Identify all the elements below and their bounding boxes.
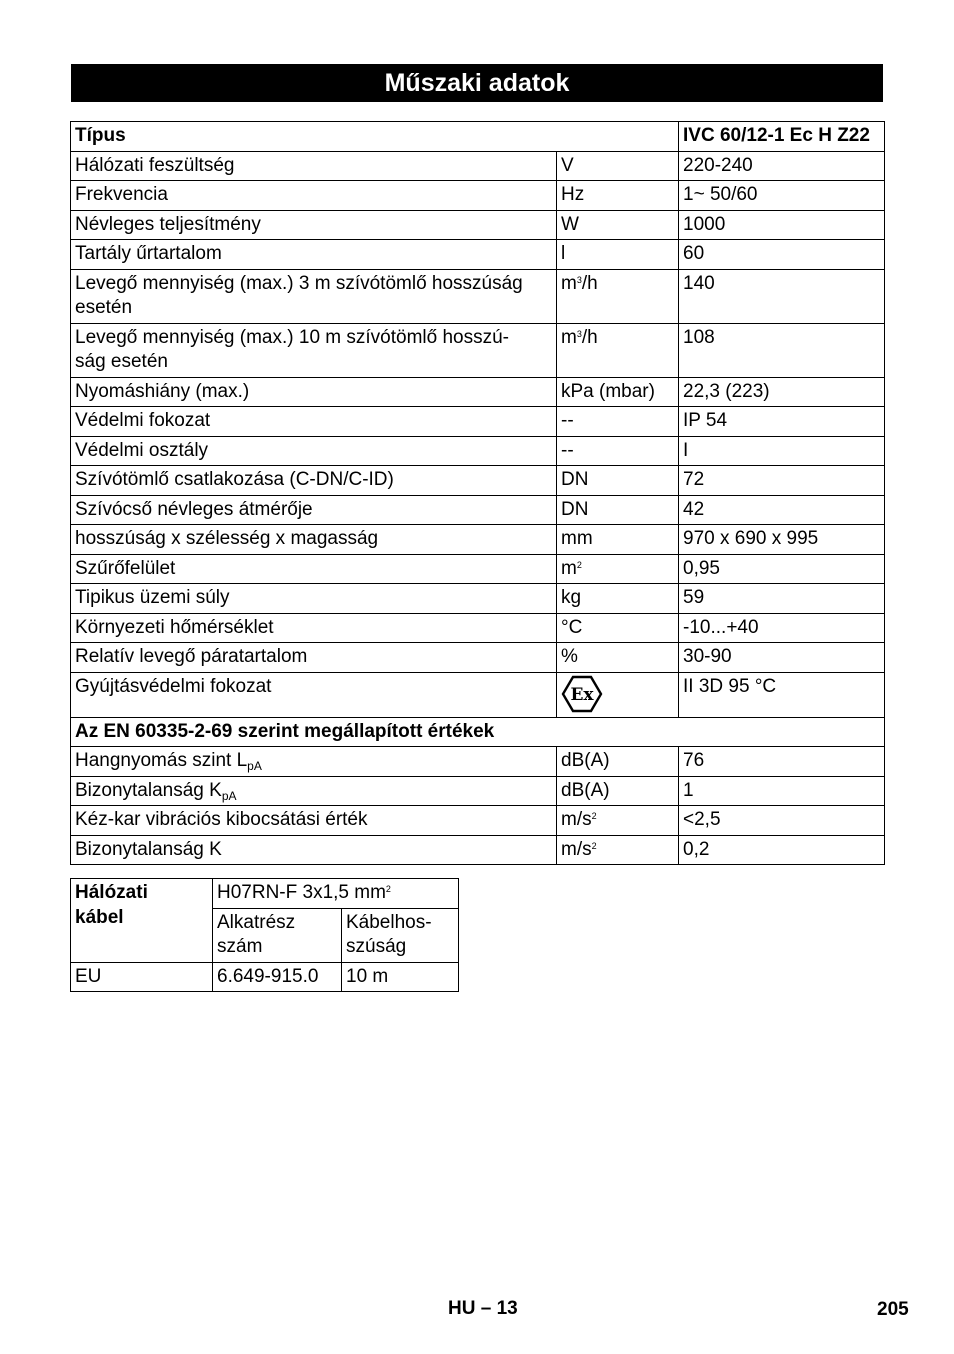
table-row <box>71 806 885 836</box>
row-label: hosszúság x szélesség x magasság <box>71 525 557 555</box>
row-label: Tipikus üzemi súly <box>71 584 557 614</box>
page-number: 205 <box>877 1299 909 1320</box>
row-value: 140 <box>679 269 885 323</box>
row-label: Szívótömlő csatlakozása (C-DN/C-ID) <box>71 466 557 496</box>
row-label: Gyújtásvédelmi fokozat <box>71 672 557 717</box>
row-unit: °C <box>557 613 679 643</box>
table-row <box>71 407 885 437</box>
row-value: <2,5 <box>679 806 885 836</box>
table-row <box>71 584 885 614</box>
row-value: 970 x 690 x 995 <box>679 525 885 555</box>
table-row <box>71 525 885 555</box>
section-heading-row <box>71 717 885 747</box>
row-label: Hálózati feszültség <box>71 151 557 181</box>
cable-region: EU <box>71 962 213 992</box>
row-label: Védelmi osztály <box>71 436 557 466</box>
table-row <box>71 269 885 323</box>
row-unit: l <box>557 240 679 270</box>
row-unit: $m^3/h$ <box>557 323 679 377</box>
cable-type: H07RN-F 3x1,5 $mm^2$ <box>213 879 459 909</box>
row-value: 30-90 <box>679 643 885 673</box>
table-row <box>71 436 885 466</box>
row-value: IP 54 <box>679 407 885 437</box>
row-value: 59 <box>679 584 885 614</box>
page-title: Műszaki adatok <box>71 64 883 102</box>
power-cable-table <box>70 878 459 992</box>
row-unit: W <box>557 210 679 240</box>
row-label: Bizonytalanság K <box>71 835 557 865</box>
table-header-row <box>71 122 885 152</box>
row-label: Frekvencia <box>71 181 557 211</box>
row-unit: DN <box>557 466 679 496</box>
row-value: -10...+40 <box>679 613 885 643</box>
part-number-header: Alkatrész szám <box>213 908 342 962</box>
table-row <box>71 151 885 181</box>
row-label: Környezeti hőmérséklet <box>71 613 557 643</box>
row-unit: kg <box>557 584 679 614</box>
row-value: II 3D 95 °C <box>679 672 885 717</box>
row-unit: Hz <box>557 181 679 211</box>
table-row <box>71 747 885 777</box>
table-row <box>71 554 885 584</box>
row-unit: mm <box>557 525 679 555</box>
row-value: 1 <box>679 776 885 806</box>
table-row <box>71 240 885 270</box>
cable-part-number: 6.649-915.0 <box>213 962 342 992</box>
ex-explosion-protection-icon <box>561 675 603 713</box>
table-row <box>71 181 885 211</box>
row-value: 76 <box>679 747 885 777</box>
row-label: Levegő mennyiség (max.) 10 m szívótömlő hosszú- ság esetén <box>71 323 557 377</box>
table-row <box>71 672 885 717</box>
table-row <box>71 466 885 496</box>
row-unit: $m^2$ <box>557 554 679 584</box>
table-row <box>71 613 885 643</box>
row-unit: $m/s^2$ <box>557 806 679 836</box>
row-unit: dB(A) <box>557 776 679 806</box>
table-row <box>71 643 885 673</box>
row-label: Névleges teljesítmény <box>71 210 557 240</box>
row-label: Szűrőfelület <box>71 554 557 584</box>
row-unit: DN <box>557 495 679 525</box>
row-value: 42 <box>679 495 885 525</box>
cable-header-row <box>71 879 459 909</box>
row-label: Hangnyomás szint $L_{pA}$ <box>71 747 557 777</box>
row-unit: -- <box>557 407 679 437</box>
row-label: Szívócső névleges átmérője <box>71 495 557 525</box>
footer-section: HU – 13 <box>448 1298 518 1319</box>
row-value: 108 <box>679 323 885 377</box>
table-row <box>71 323 885 377</box>
row-label: Tartály űrtartalom <box>71 240 557 270</box>
row-label: Levegő mennyiség (max.) 3 m szívótömlő hosszúság esetén <box>71 269 557 323</box>
row-value: 220-240 <box>679 151 885 181</box>
row-label: Kéz-kar vibrációs kibocsátási érték <box>71 806 557 836</box>
table-row <box>71 835 885 865</box>
section-heading: Az EN 60335-2-69 szerint megállapított értékek <box>71 717 885 747</box>
table-row <box>71 495 885 525</box>
row-unit <box>557 672 679 717</box>
cable-length: 10 m <box>342 962 459 992</box>
row-value: 22,3 (223) <box>679 377 885 407</box>
row-value: 0,95 <box>679 554 885 584</box>
row-value: 72 <box>679 466 885 496</box>
row-label: Relatív levegő páratartalom <box>71 643 557 673</box>
row-unit: -- <box>557 436 679 466</box>
row-value: I <box>679 436 885 466</box>
table-row <box>71 776 885 806</box>
row-value: 0,2 <box>679 835 885 865</box>
table-row <box>71 962 459 992</box>
cable-label: Hálózati kábel <box>71 879 213 963</box>
row-value: 60 <box>679 240 885 270</box>
table-row <box>71 210 885 240</box>
row-value: 1~ 50/60 <box>679 181 885 211</box>
row-label: Védelmi fokozat <box>71 407 557 437</box>
row-label: Nyomáshiány (max.) <box>71 377 557 407</box>
technical-data-table <box>70 121 885 865</box>
row-unit: $m/s^2$ <box>557 835 679 865</box>
table-row <box>71 377 885 407</box>
row-unit: dB(A) <box>557 747 679 777</box>
row-unit: $m^3/h$ <box>557 269 679 323</box>
type-label: Típus <box>71 122 679 152</box>
model-name: IVC 60/12-1 Ec H Z22 <box>679 122 885 152</box>
cable-length-header: Kábelhos- szúság <box>342 908 459 962</box>
svg-text:Ex: Ex <box>570 684 594 705</box>
row-value: 1000 <box>679 210 885 240</box>
row-unit: % <box>557 643 679 673</box>
row-label: Bizonytalanság $K_{pA}$ <box>71 776 557 806</box>
row-unit: kPa (mbar) <box>557 377 679 407</box>
row-unit: V <box>557 151 679 181</box>
